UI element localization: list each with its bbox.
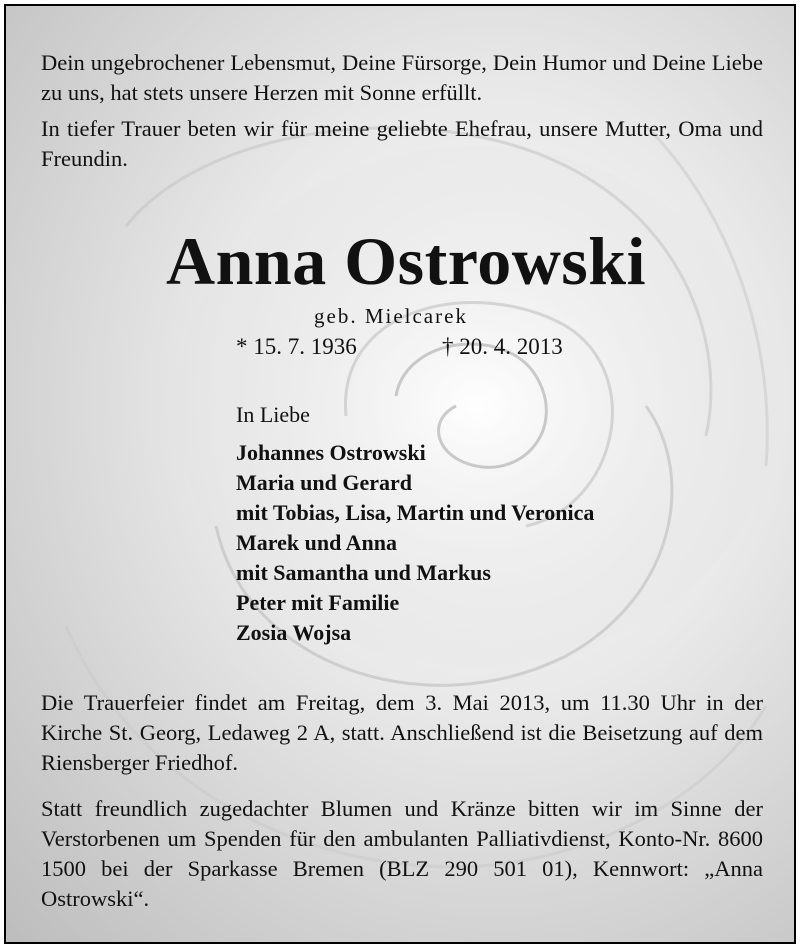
intro-paragraph: Dein ungebrochener Lebensmut, Deine Fürsorge, Dein Humor und Deine Liebe zu uns, hat stets unsere Herzen mit Sonne erfüllt. [41, 50, 763, 105]
deceased-name: Anna Ostrowski [166, 223, 646, 299]
mourner-item: Johannes Ostrowski [236, 440, 426, 465]
mourner-item: mit Tobias, Lisa, Martin und Veronica [236, 500, 595, 525]
mourner-item: Zosia Wojsa [236, 620, 352, 645]
birth-name: geb. Mielcarek [314, 304, 468, 328]
mourner-item: Marek und Anna [236, 530, 397, 555]
mourners-list [236, 438, 594, 648]
birth-date: * 15. 7. 1936 [236, 334, 357, 359]
obituary-card [4, 4, 796, 944]
in-love-label: In Liebe [236, 402, 310, 427]
mourning-paragraph: In tiefer Trauer beten wir für meine geliebte Ehefrau, unsere Mutter, Oma und Freundin. [41, 116, 763, 171]
mourner-item: Maria und Gerard [236, 470, 412, 495]
funeral-paragraph: Die Trauerfeier findet am Freitag, dem 3. Mai 2013, um 11.30 Uhr in der Kirche St. Georg, Ledaweg 2 A, statt. Anschließend ist die Beisetzung auf dem Riensberger Friedhof. [41, 690, 763, 775]
mourner-item: mit Samantha und Markus [236, 560, 491, 585]
death-date: † 20. 4. 2013 [442, 334, 563, 359]
mourner-item: Peter mit Familie [236, 590, 400, 615]
donation-paragraph: Statt freundlich zugedachter Blumen und Kränze bitten wir im Sinne der Verstorbenen um Spenden für den ambulanten Palliativdienst, Konto-Nr. 8600 1500 bei der Sparkasse Bremen (BLZ 290 501 01), Kennwort: „Anna Ostrowski“. [41, 796, 763, 911]
